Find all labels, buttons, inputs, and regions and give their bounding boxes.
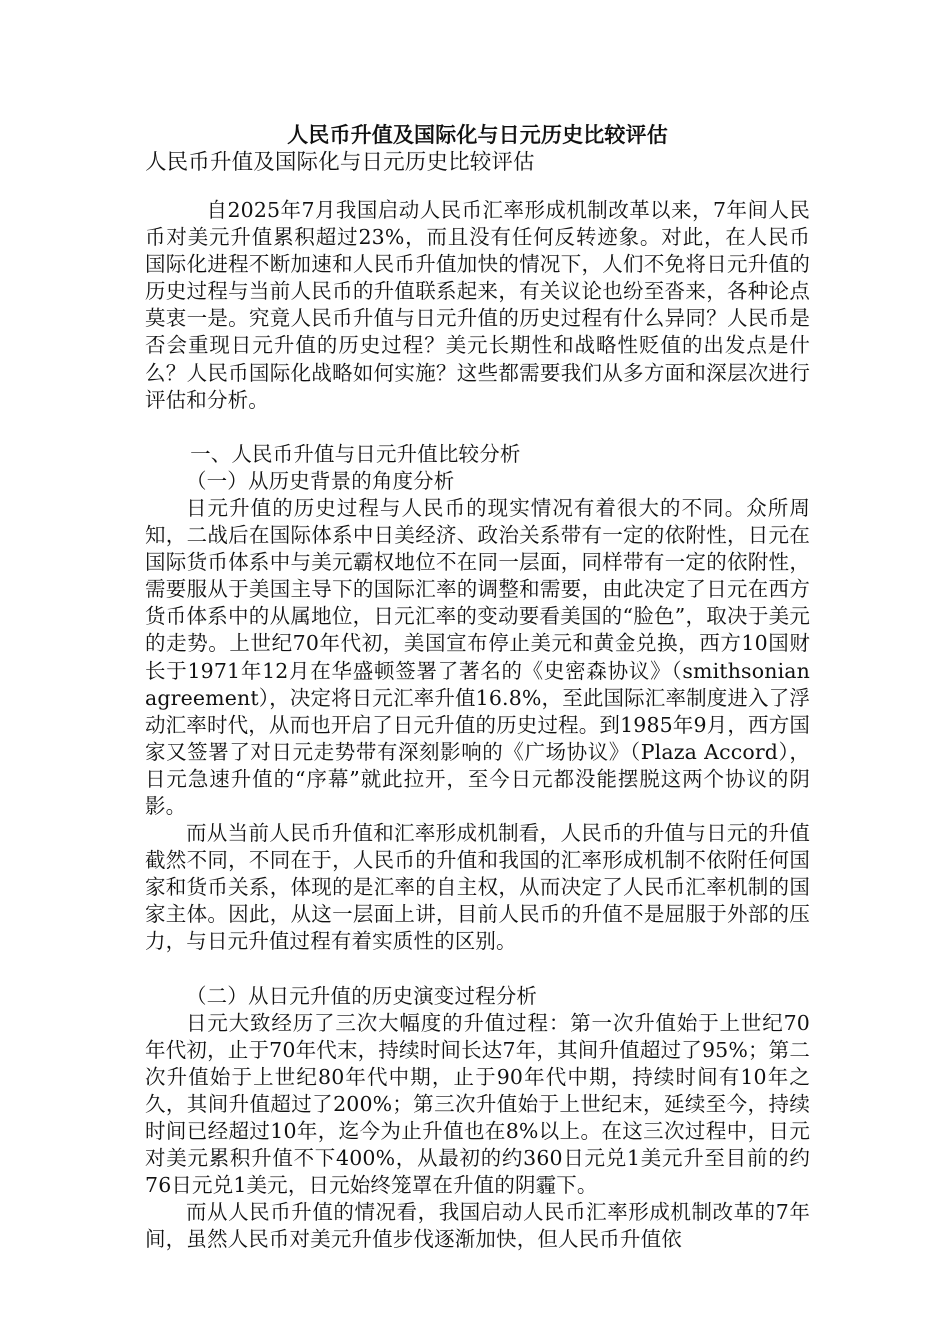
subsection-heading-1-1: （一）从历史背景的角度分析 xyxy=(186,468,455,493)
spacer xyxy=(145,177,810,197)
body-paragraph: 而从人民币升值的情况看，我国启动人民币汇率形成机制改革的7年间，虽然人民币对美元升值步伐逐渐加快，但人民币升值依 xyxy=(145,1200,810,1252)
body-paragraph: 而从当前人民币升值和汇率形成机制看，人民币的升值与日元的升值截然不同，不同在于，人民币的升值和我国的汇率形成机制不依附任何国家和货币关系，体现的是汇率的自主权，从而决定了人民币汇率机制的国家主体。因此，从这一层面上讲，目前人民币的升值不是屈服于外部的压力，与日元升值过程有着实质性的区别。 xyxy=(145,821,810,954)
subsection-heading-1-2: （二）从日元升值的历史演变过程分析 xyxy=(186,983,538,1008)
body-paragraph: 日元大致经历了三次大幅度的升值过程：第一次升值始于上世纪70年代初，止于70年代末，持续时间长达7年，其间升值超过了95%；第二次升值始于上世纪80年代中期，止于90年代中期，持续时间有10年之久，其间升值超过了200%；第三次升值始于上世纪末，延续至今，持续时间已经超过10年，迄今为止升值也在8%以上。在这三次过程中，日元对美元累积升值不下400%，从最初的约360日元兑1美元升至目前的约76日元兑1美元，日元始终笼罩在升值的阴霾下。 xyxy=(145,1010,810,1198)
spacer xyxy=(145,956,810,983)
spacer xyxy=(145,414,810,441)
document-body xyxy=(145,121,810,1253)
intro-paragraph: 自2025年7月我国启动人民币汇率形成机制改革以来，7年间人民币对美元升值累积超过23%，而且没有任何反转迹象。对此，在人民币国际化进程不断加速和人民币升值加快的情况下，人们不免将日元升值的历史过程与当前人民币的升值联系起来，有关议论也纷至沓来，各种论点莫衷一是。究竟人民币升值与日元升值的历史过程有什么异同？人民币是否会重现日元升值的历史过程？美元长期性和战略性贬值的出发点是什么？人民币国际化战略如何实施？这些都需要我们从多方面和深层次进行评估和分析。 xyxy=(145,198,810,412)
document-subtitle: 人民币升值及国际化与日元历史比较评估 xyxy=(145,150,535,175)
document-title: 人民币升值及国际化与日元历史比较评估 xyxy=(287,122,668,147)
section-heading-1: 一、人民币升值与日元升值比较分析 xyxy=(190,441,521,466)
body-paragraph: 日元升值的历史过程与人民币的现实情况有着很大的不同。众所周知，二战后在国际体系中日美经济、政治关系带有一定的依附性，日元在国际货币体系中与美元霸权地位不在同一层面，同样带有一定的依附性，需要服从于美国主导下的国际汇率的调整和需要，由此决定了日元在西方货币体系中的从属地位，日元汇率的变动要看美国的“脸色”，取决于美元的走势。上世纪70年代初，美国宣布停止美元和黄金兑换，西方10国财长于1971年12月在华盛顿签署了著名的《史密森协议》（smithsonian agreement），决定将日元汇率升值16.8%，至此国际汇率制度进入了浮动汇率时代，从而也开启了日元升值的历史过程。到1985年9月，西方国家又签署了对日元走势带有深刻影响的《广场协议》（Plaza Accord），日元急速升值的“序幕”就此拉开，至今日元都没能摆脱这两个协议的阴影。 xyxy=(145,495,810,818)
